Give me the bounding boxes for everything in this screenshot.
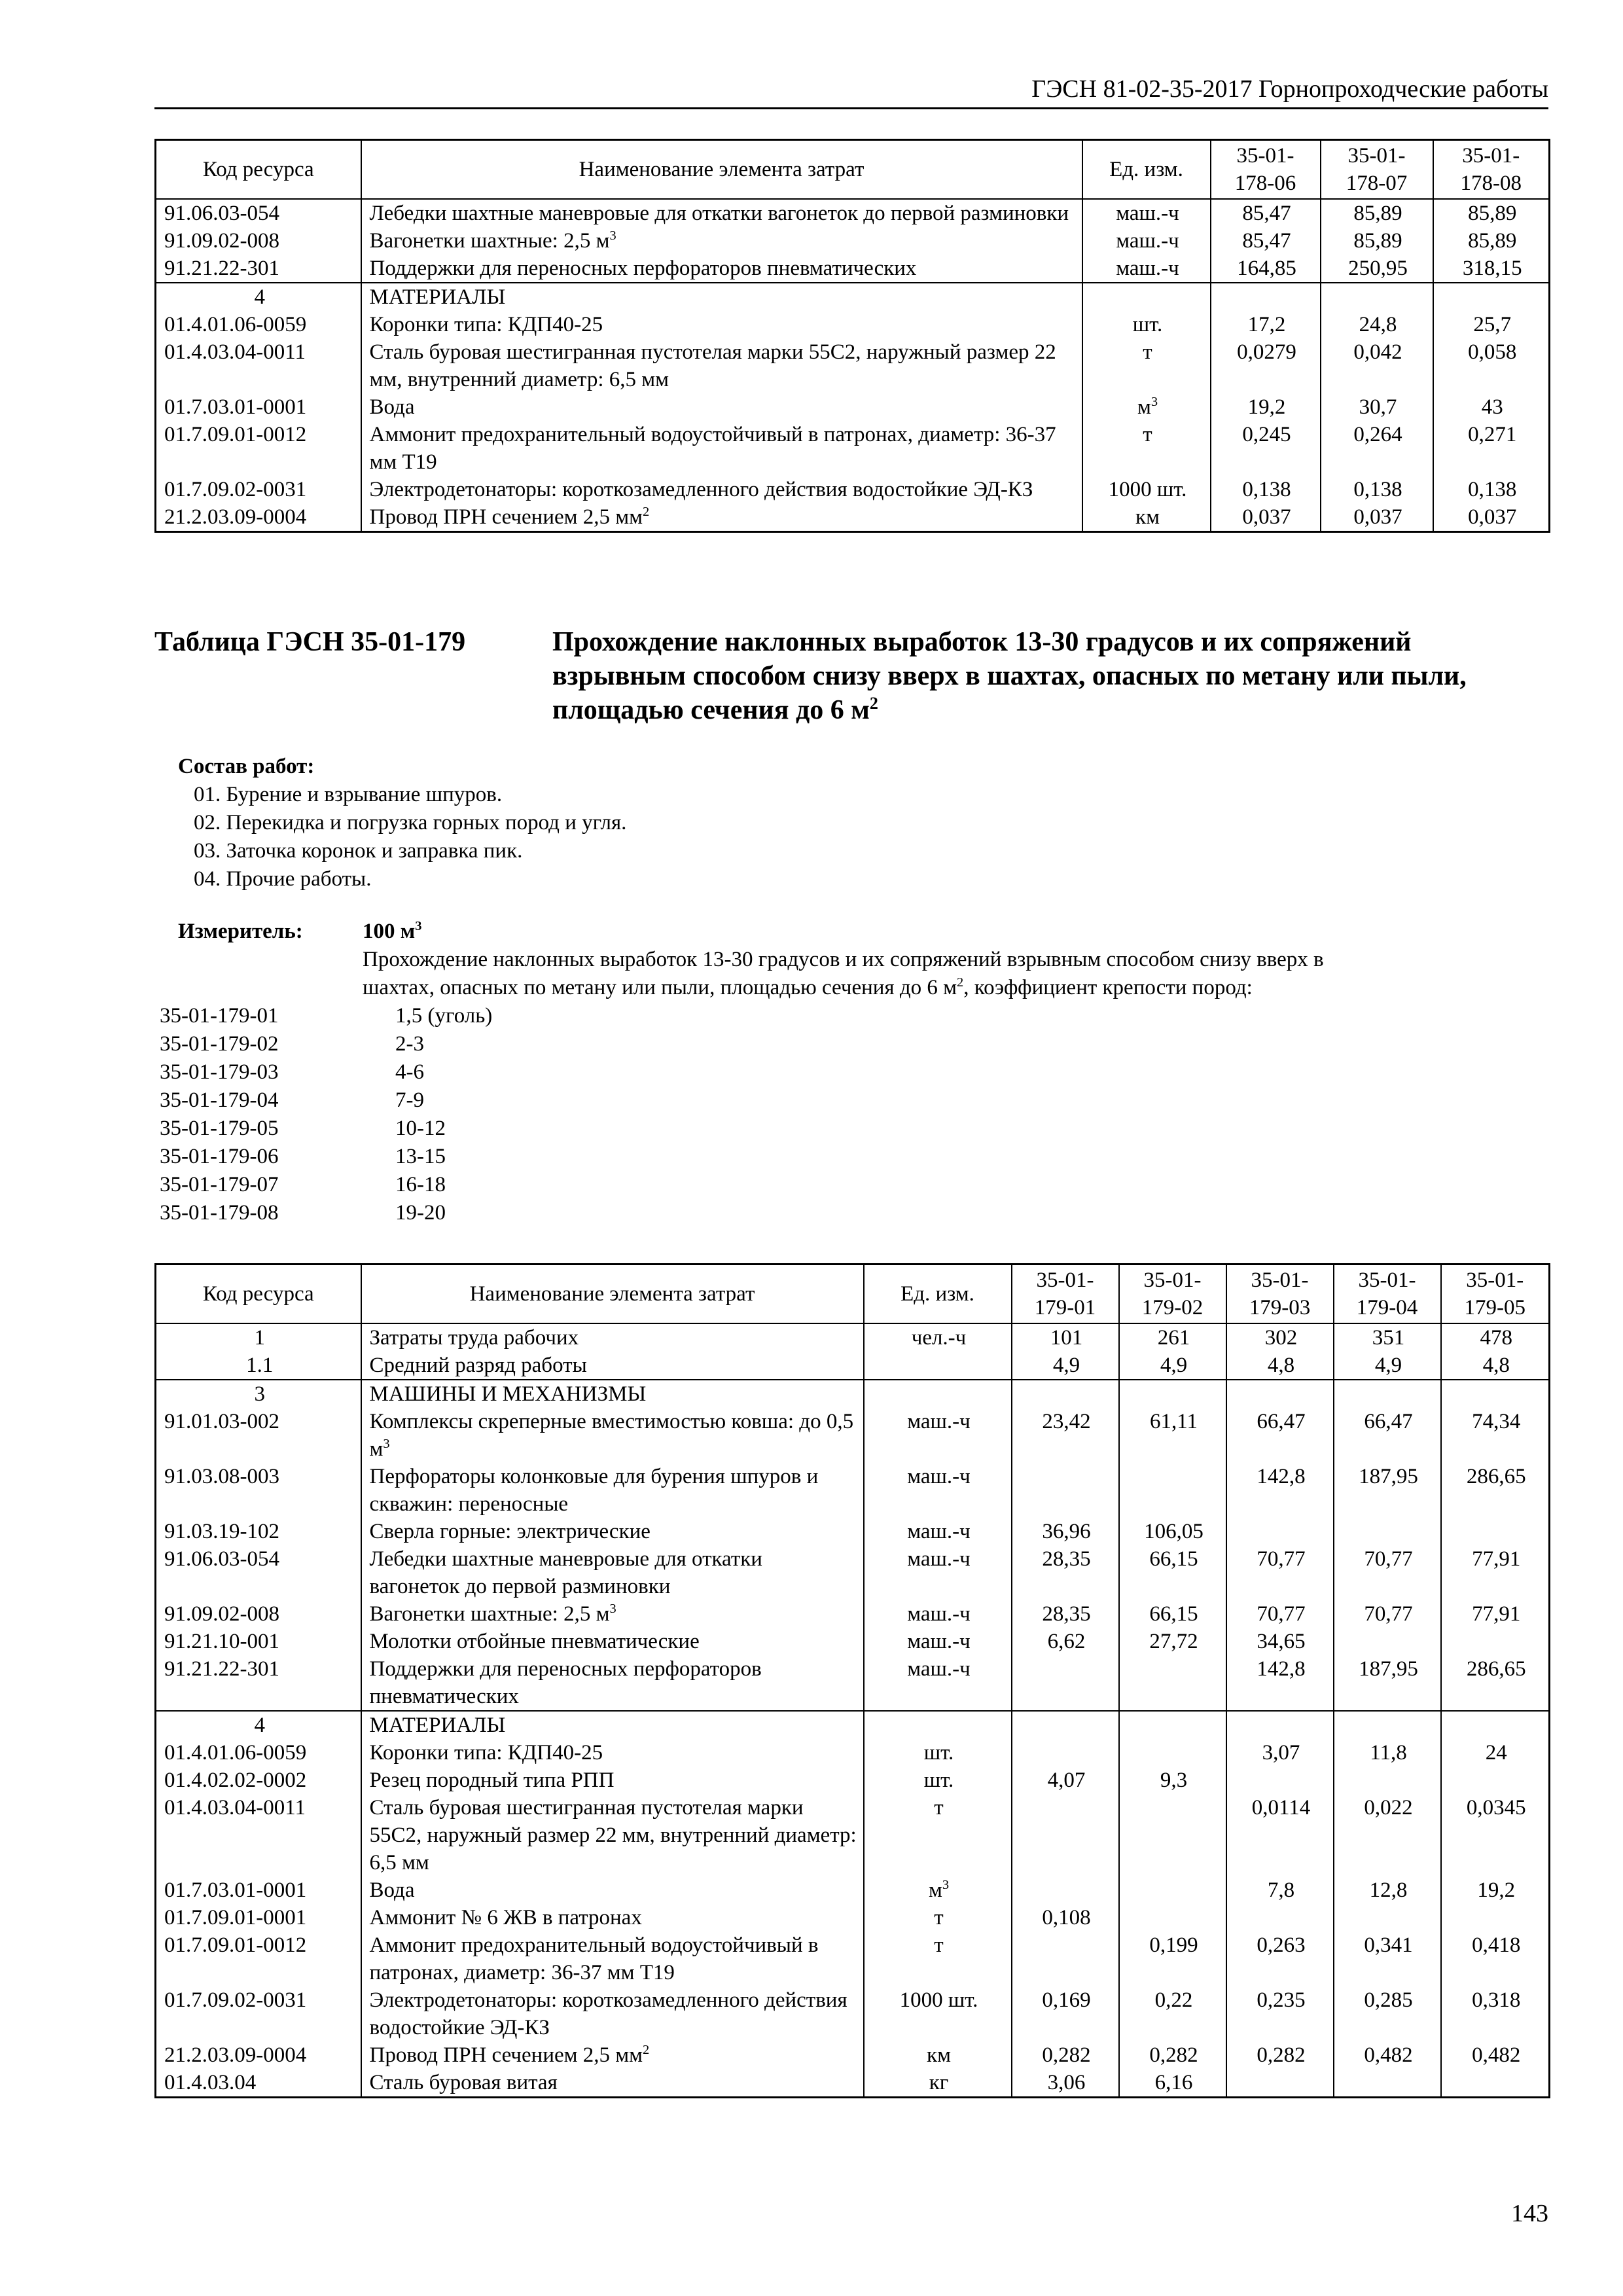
norm-value: 85,89 bbox=[1321, 227, 1433, 255]
column-header-norm: 35-01- 179-05 bbox=[1441, 1265, 1550, 1324]
resource-unit: 1000 шт. bbox=[1082, 476, 1211, 503]
norm-value: 0,058 bbox=[1433, 338, 1550, 393]
resource-code: 01.7.03.01-0001 bbox=[156, 1876, 361, 1904]
column-header-norm: 35-01- 178-06 bbox=[1211, 140, 1321, 200]
norm-value: 0,0345 bbox=[1441, 1794, 1550, 1876]
norm-value: 12,8 bbox=[1334, 1876, 1441, 1904]
resource-unit: маш.-ч bbox=[864, 1463, 1012, 1518]
norm-value: 11,8 bbox=[1334, 1739, 1441, 1767]
norm-value: 142,8 bbox=[1226, 1463, 1334, 1518]
norm-value bbox=[1226, 1711, 1334, 1739]
norm-value: 0,037 bbox=[1211, 503, 1321, 532]
norm-value: 0,482 bbox=[1334, 2041, 1441, 2069]
norm-value: 66,15 bbox=[1119, 1600, 1226, 1628]
table-row bbox=[156, 1794, 1550, 1876]
resource-name: Электродетонаторы: короткозамедленного действия водостойкие ЭД-КЗ bbox=[361, 1986, 864, 2041]
norm-value: 85,47 bbox=[1211, 199, 1321, 227]
table-row bbox=[156, 1352, 1550, 1380]
norm-value: 187,95 bbox=[1334, 1655, 1441, 1711]
table-row bbox=[156, 1767, 1550, 1794]
meter-block bbox=[178, 918, 1526, 999]
table-row bbox=[156, 1931, 1550, 1986]
table-row bbox=[156, 1628, 1550, 1655]
resource-name: Провод ПРН сечением 2,5 $мм^2$ bbox=[361, 2041, 864, 2069]
norm-value: 61,11 bbox=[1119, 1408, 1226, 1463]
resource-code: 01.7.09.02-0031 bbox=[156, 476, 361, 503]
norm-value: 85,89 bbox=[1321, 199, 1433, 227]
norm-range: 10-12 bbox=[395, 1117, 446, 1140]
resource-code: 01.4.03.04-0011 bbox=[156, 338, 361, 393]
norm-value: 0,235 bbox=[1226, 1986, 1334, 2041]
resource-code: 91.01.03-002 bbox=[156, 1408, 361, 1463]
section-row-materials bbox=[156, 283, 1550, 311]
norm-value: 77,91 bbox=[1441, 1545, 1550, 1600]
norm-value: 0,199 bbox=[1119, 1931, 1226, 1986]
column-header-norm: 35-01- 178-07 bbox=[1321, 140, 1433, 200]
norm-code: 35-01-179-03 bbox=[160, 1060, 279, 1084]
norm-value bbox=[1119, 1876, 1226, 1904]
norm-value bbox=[1441, 1518, 1550, 1545]
norm-value: 4,8 bbox=[1441, 1352, 1550, 1380]
norm-value: 0,037 bbox=[1321, 503, 1433, 532]
norm-value: 0,282 bbox=[1119, 2041, 1226, 2069]
norm-value: 23,42 bbox=[1012, 1408, 1119, 1463]
norm-value bbox=[1226, 1380, 1334, 1408]
resource-unit: чел.-ч bbox=[864, 1323, 1012, 1352]
column-header-name: Наименование элемента затрат bbox=[361, 1265, 864, 1324]
norm-value: 0,263 bbox=[1226, 1931, 1334, 1986]
resource-name: Вода bbox=[361, 393, 1082, 421]
norm-value: 0,264 bbox=[1321, 421, 1433, 476]
norm-value: 7,8 bbox=[1226, 1876, 1334, 1904]
norm-value: 34,65 bbox=[1226, 1628, 1334, 1655]
norm-code: 35-01-179-04 bbox=[160, 1088, 279, 1112]
resource-unit: маш.-ч bbox=[864, 1628, 1012, 1655]
resource-name: Аммонит предохранительный водоустойчивый в патронах, диаметр: 36-37 мм Т19 bbox=[361, 1931, 864, 1986]
norm-value: 0,0114 bbox=[1226, 1794, 1334, 1876]
norm-value bbox=[1012, 1739, 1119, 1767]
table-row bbox=[156, 1323, 1550, 1352]
resource-name: Вагонетки шахтные: 2,5 $м^3$ bbox=[361, 1600, 864, 1628]
norm-value: 24 bbox=[1441, 1739, 1550, 1767]
meter-label: Измеритель: bbox=[178, 920, 303, 943]
resource-code: 1 bbox=[156, 1323, 361, 1352]
norm-value: 0,0279 bbox=[1211, 338, 1321, 393]
norm-value: 19,2 bbox=[1211, 393, 1321, 421]
resource-unit: $м^3$ bbox=[1082, 393, 1211, 421]
norm-value: 4,07 bbox=[1012, 1767, 1119, 1794]
norm-code: 35-01-179-07 bbox=[160, 1173, 279, 1196]
norm-value: 101 bbox=[1012, 1323, 1119, 1352]
norm-value: 17,2 bbox=[1211, 311, 1321, 338]
meter-value: 100 $м^3$ bbox=[363, 919, 422, 943]
norm-value: 27,72 bbox=[1119, 1628, 1226, 1655]
norm-code: 35-01-179-06 bbox=[160, 1145, 279, 1168]
resource-name: Сталь буровая шестигранная пустотелая марки 55С2, наружный размер 22 мм, внутренний диаметр: 6,5 мм bbox=[361, 338, 1082, 393]
norm-range: 13-15 bbox=[395, 1145, 446, 1168]
table-row bbox=[156, 199, 1550, 227]
norm-value bbox=[1119, 1711, 1226, 1739]
norm-value bbox=[1334, 1518, 1441, 1545]
norm-range: 19-20 bbox=[395, 1201, 446, 1225]
section-title: МАШИНЫ И МЕХАНИЗМЫ bbox=[361, 1380, 864, 1408]
resource-unit: 1000 шт. bbox=[864, 1986, 1012, 2041]
table-row bbox=[156, 255, 1550, 283]
resource-unit: т bbox=[864, 1794, 1012, 1876]
resource-name: Коронки типа: КДП40-25 bbox=[361, 311, 1082, 338]
norm-value: 28,35 bbox=[1012, 1545, 1119, 1600]
section-row-materials bbox=[156, 1711, 1550, 1739]
resource-unit: шт. bbox=[864, 1739, 1012, 1767]
norm-value: 261 bbox=[1119, 1323, 1226, 1352]
resource-name: Электродетонаторы: короткозамедленного действия водостойкие ЭД-КЗ bbox=[361, 476, 1082, 503]
resource-name: Поддержки для переносных перфораторов пневматических bbox=[361, 255, 1082, 283]
norm-range: 4-6 bbox=[395, 1060, 424, 1084]
table-row bbox=[156, 1876, 1550, 1904]
resource-name: Лебедки шахтные маневровые для откатки вагонеток до первой разминовки bbox=[361, 199, 1082, 227]
resource-code: 01.7.09.01-0012 bbox=[156, 421, 361, 476]
resource-name: Аммонит № 6 ЖВ в патронах bbox=[361, 1904, 864, 1931]
norm-value: 70,77 bbox=[1226, 1600, 1334, 1628]
resource-code: 01.4.01.06-0059 bbox=[156, 311, 361, 338]
list-item: 01. Бурение и взрывание шпуров. bbox=[194, 783, 503, 806]
norm-value: 77,91 bbox=[1441, 1600, 1550, 1628]
norm-value bbox=[1119, 1794, 1226, 1876]
norm-value: 351 bbox=[1334, 1323, 1441, 1352]
norm-value: 66,15 bbox=[1119, 1545, 1226, 1600]
resource-code: 01.7.09.01-0001 bbox=[156, 1904, 361, 1931]
table-row bbox=[156, 2041, 1550, 2069]
norm-value: 19,2 bbox=[1441, 1876, 1550, 1904]
section-title: МАТЕРИАЛЫ bbox=[361, 1711, 864, 1739]
resource-name: Сталь буровая витая bbox=[361, 2069, 864, 2098]
norm-value: 0,418 bbox=[1441, 1931, 1550, 1986]
norm-value: 164,85 bbox=[1211, 255, 1321, 283]
table-row bbox=[156, 1739, 1550, 1767]
norm-value: 66,47 bbox=[1226, 1408, 1334, 1463]
column-header-norm: 35-01- 179-01 bbox=[1012, 1265, 1119, 1324]
norm-value bbox=[1119, 1655, 1226, 1711]
document-title: ГЭСН 81-02-35-2017 Горнопроходческие работы bbox=[1031, 75, 1548, 103]
resource-unit: маш.-ч bbox=[1082, 255, 1211, 283]
resource-unit: маш.-ч bbox=[1082, 227, 1211, 255]
resource-code: 91.21.22-301 bbox=[156, 255, 361, 283]
resource-unit: кг bbox=[864, 2069, 1012, 2098]
norm-value: 85,89 bbox=[1433, 199, 1550, 227]
norm-value bbox=[1012, 1876, 1119, 1904]
norm-value bbox=[1012, 1711, 1119, 1739]
norm-code: 35-01-179-01 bbox=[160, 1004, 279, 1028]
column-header-norm: 35-01- 178-08 bbox=[1433, 140, 1550, 200]
norm-code: 35-01-179-05 bbox=[160, 1117, 279, 1140]
norm-value: 0,282 bbox=[1012, 2041, 1119, 2069]
resource-unit: т bbox=[1082, 421, 1211, 476]
table-row bbox=[156, 393, 1550, 421]
norm-value: 106,05 bbox=[1119, 1518, 1226, 1545]
resource-code: 01.4.01.06-0059 bbox=[156, 1739, 361, 1767]
work-composition-list bbox=[178, 781, 1225, 893]
page-number: 143 bbox=[1511, 2200, 1548, 2227]
norm-value: 0,138 bbox=[1433, 476, 1550, 503]
norm-value: 0,22 bbox=[1119, 1986, 1226, 2041]
norm-value bbox=[1119, 1904, 1226, 1931]
column-header-norm: 35-01- 179-04 bbox=[1334, 1265, 1441, 1324]
norm-value bbox=[1334, 2069, 1441, 2098]
norm-value bbox=[1334, 1711, 1441, 1739]
norm-value bbox=[1441, 1904, 1550, 1931]
table-row bbox=[156, 227, 1550, 255]
norm-value: 4,8 bbox=[1226, 1352, 1334, 1380]
table-row bbox=[156, 476, 1550, 503]
list-item: 04. Прочие работы. bbox=[194, 867, 372, 891]
resource-code: 1.1 bbox=[156, 1352, 361, 1380]
resource-name: Вода bbox=[361, 1876, 864, 1904]
list-item: 03. Заточка коронок и заправка пик. bbox=[194, 839, 523, 863]
norm-value: 0,022 bbox=[1334, 1794, 1441, 1876]
resource-unit bbox=[864, 1352, 1012, 1380]
resource-unit: маш.-ч bbox=[864, 1545, 1012, 1600]
norm-value bbox=[1441, 2069, 1550, 2098]
norm-value bbox=[1119, 1739, 1226, 1767]
resource-name: Средний разряд работы bbox=[361, 1352, 864, 1380]
resource-code: 91.21.22-301 bbox=[156, 1655, 361, 1711]
norm-value: 478 bbox=[1441, 1323, 1550, 1352]
resource-name: Перфораторы колонковые для бурения шпуров и скважин: переносные bbox=[361, 1463, 864, 1518]
norm-value: 6,62 bbox=[1012, 1628, 1119, 1655]
norm-value: 0,169 bbox=[1012, 1986, 1119, 2041]
norm-value: 4,9 bbox=[1012, 1352, 1119, 1380]
norm-list bbox=[160, 1002, 814, 1231]
column-header-norm: 35-01- 179-02 bbox=[1119, 1265, 1226, 1324]
norm-value bbox=[1334, 1628, 1441, 1655]
norm-value bbox=[1012, 1655, 1119, 1711]
norm-value bbox=[1226, 1767, 1334, 1794]
resource-unit: км bbox=[1082, 503, 1211, 532]
resource-code: 91.03.08-003 bbox=[156, 1463, 361, 1518]
resource-table-179 bbox=[154, 1263, 1550, 2098]
norm-value: 302 bbox=[1226, 1323, 1334, 1352]
norm-range: 2-3 bbox=[395, 1032, 424, 1056]
norm-value: 36,96 bbox=[1012, 1518, 1119, 1545]
norm-value bbox=[1012, 1380, 1119, 1408]
resource-unit: т bbox=[1082, 338, 1211, 393]
norm-value bbox=[1334, 1904, 1441, 1931]
norm-value: 250,95 bbox=[1321, 255, 1433, 283]
resource-code: 91.06.03-054 bbox=[156, 199, 361, 227]
norm-value: 25,7 bbox=[1433, 311, 1550, 338]
resource-code: 21.2.03.09-0004 bbox=[156, 503, 361, 532]
resource-code: 91.03.19-102 bbox=[156, 1518, 361, 1545]
column-header-name: Наименование элемента затрат bbox=[361, 140, 1082, 200]
resource-code: 01.4.03.04 bbox=[156, 2069, 361, 2098]
norm-value bbox=[1334, 1767, 1441, 1794]
norm-value: 318,15 bbox=[1433, 255, 1550, 283]
resource-name: Молотки отбойные пневматические bbox=[361, 1628, 864, 1655]
norm-value: 24,8 bbox=[1321, 311, 1433, 338]
norm-value: 4,9 bbox=[1119, 1352, 1226, 1380]
norm-value: 70,77 bbox=[1334, 1545, 1441, 1600]
resource-unit bbox=[864, 1711, 1012, 1739]
column-header-unit: Ед. изм. bbox=[1082, 140, 1211, 200]
meter-description: шахтах, опасных по метану или пыли, площадью сечения до 6 $м^2$, коэффициент крепости пород: bbox=[363, 975, 1253, 999]
table-row bbox=[156, 503, 1550, 532]
resource-code: 91.06.03-054 bbox=[156, 1545, 361, 1600]
resource-name: Резец породный типа РПП bbox=[361, 1767, 864, 1794]
table-description: Прохождение наклонных выработок 13-30 градусов и их сопряжений взрывным способом снизу вверх в шахтах, опасных по метану или пыли, площадью сечения до 6 $м^2$ bbox=[552, 627, 1467, 725]
resource-name: Лебедки шахтные маневровые для откатки вагонеток до первой разминовки bbox=[361, 1545, 864, 1600]
resource-name: Затраты труда рабочих bbox=[361, 1323, 864, 1352]
norm-value: 0,282 bbox=[1226, 2041, 1334, 2069]
resource-code: 01.7.09.02-0031 bbox=[156, 1986, 361, 2041]
norm-value: 4,9 bbox=[1334, 1352, 1441, 1380]
resource-code: 01.4.03.04-0011 bbox=[156, 1794, 361, 1876]
resource-code: 01.4.02.02-0002 bbox=[156, 1767, 361, 1794]
work-composition bbox=[178, 753, 1225, 893]
table-row bbox=[156, 311, 1550, 338]
norm-value: 142,8 bbox=[1226, 1655, 1334, 1711]
column-header-norm: 35-01- 179-03 bbox=[1226, 1265, 1334, 1324]
table-header-row bbox=[156, 1265, 1550, 1324]
resource-unit: маш.-ч bbox=[864, 1600, 1012, 1628]
resource-unit: т bbox=[864, 1904, 1012, 1931]
norm-value bbox=[1012, 1931, 1119, 1986]
norm-value bbox=[1334, 1380, 1441, 1408]
norm-value bbox=[1226, 1904, 1334, 1931]
table-label: Таблица ГЭСН 35-01-179 bbox=[154, 627, 466, 657]
resource-unit: маш.-ч bbox=[864, 1408, 1012, 1463]
resource-name: Коронки типа: КДП40-25 bbox=[361, 1739, 864, 1767]
resource-code: 21.2.03.09-0004 bbox=[156, 2041, 361, 2069]
section-code: 3 bbox=[156, 1380, 361, 1408]
table-row bbox=[156, 1545, 1550, 1600]
table-row bbox=[156, 1655, 1550, 1711]
table-row bbox=[156, 2069, 1550, 2098]
norm-code: 35-01-179-08 bbox=[160, 1201, 279, 1225]
resource-name: Провод ПРН сечением 2,5 $мм^2$ bbox=[361, 503, 1082, 532]
column-header-code: Код ресурса bbox=[156, 140, 361, 200]
norm-value: 0,271 bbox=[1433, 421, 1550, 476]
norm-value: 0,042 bbox=[1321, 338, 1433, 393]
page-header bbox=[154, 73, 1548, 109]
column-header-code: Код ресурса bbox=[156, 1265, 361, 1324]
norm-value: 286,65 bbox=[1441, 1655, 1550, 1711]
resource-unit: шт. bbox=[864, 1767, 1012, 1794]
list-item: 02. Перекидка и погрузка горных пород и угля. bbox=[194, 811, 627, 834]
norm-value: 0,138 bbox=[1321, 476, 1433, 503]
norm-range: 1,5 (уголь) bbox=[395, 1004, 493, 1028]
norm-value: 187,95 bbox=[1334, 1463, 1441, 1518]
norm-value: 85,89 bbox=[1433, 227, 1550, 255]
table-row bbox=[156, 1600, 1550, 1628]
norm-value bbox=[1012, 1794, 1119, 1876]
norm-value: 0,341 bbox=[1334, 1931, 1441, 1986]
norm-value bbox=[1226, 1518, 1334, 1545]
norm-value: 0,482 bbox=[1441, 2041, 1550, 2069]
section-row-machines bbox=[156, 1380, 1550, 1408]
norm-value: 6,16 bbox=[1119, 2069, 1226, 2098]
table-row bbox=[156, 421, 1550, 476]
resource-name: Аммонит предохранительный водоустойчивый в патронах, диаметр: 36-37 мм Т19 bbox=[361, 421, 1082, 476]
resource-unit bbox=[864, 1380, 1012, 1408]
norm-value bbox=[1226, 2069, 1334, 2098]
norm-value: 286,65 bbox=[1441, 1463, 1550, 1518]
norm-value bbox=[1012, 1463, 1119, 1518]
resource-unit: т bbox=[864, 1931, 1012, 1986]
section-title: МАТЕРИАЛЫ bbox=[361, 283, 1082, 311]
section-code: 4 bbox=[156, 283, 361, 311]
resource-name: Вагонетки шахтные: 2,5 $м^3$ bbox=[361, 227, 1082, 255]
norm-code: 35-01-179-02 bbox=[160, 1032, 279, 1056]
resource-unit: маш.-ч bbox=[864, 1655, 1012, 1711]
resource-unit: маш.-ч bbox=[1082, 199, 1211, 227]
norm-value: 43 bbox=[1433, 393, 1550, 421]
norm-value bbox=[1441, 1628, 1550, 1655]
resource-code: 01.7.03.01-0001 bbox=[156, 393, 361, 421]
norm-value bbox=[1441, 1711, 1550, 1739]
work-composition-heading: Состав работ: bbox=[178, 755, 315, 778]
norm-range: 7-9 bbox=[395, 1088, 424, 1112]
norm-value: 0,138 bbox=[1211, 476, 1321, 503]
norm-value: 3,07 bbox=[1226, 1739, 1334, 1767]
table-row bbox=[156, 1904, 1550, 1931]
section-code: 4 bbox=[156, 1711, 361, 1739]
resource-code: 91.21.10-001 bbox=[156, 1628, 361, 1655]
norm-value: 0,318 bbox=[1441, 1986, 1550, 2041]
norm-range: 16-18 bbox=[395, 1173, 446, 1196]
resource-unit: шт. bbox=[1082, 311, 1211, 338]
resource-name: Сверла горные: электрические bbox=[361, 1518, 864, 1545]
table-header-row bbox=[156, 140, 1550, 200]
column-header-unit: Ед. изм. bbox=[864, 1265, 1012, 1324]
norm-value: 30,7 bbox=[1321, 393, 1433, 421]
norm-value bbox=[1119, 1463, 1226, 1518]
norm-value: 0,245 bbox=[1211, 421, 1321, 476]
norm-value: 74,34 bbox=[1441, 1408, 1550, 1463]
norm-value bbox=[1441, 1380, 1550, 1408]
table-row bbox=[156, 1408, 1550, 1463]
resource-code: 01.7.09.01-0012 bbox=[156, 1931, 361, 1986]
table-row bbox=[156, 338, 1550, 393]
norm-value: 70,77 bbox=[1226, 1545, 1334, 1600]
table-row bbox=[156, 1986, 1550, 2041]
norm-value: 0,285 bbox=[1334, 1986, 1441, 2041]
meter-description: Прохождение наклонных выработок 13-30 градусов и их сопряжений взрывным способом снизу вверх в bbox=[363, 948, 1324, 971]
resource-code: 91.09.02-008 bbox=[156, 227, 361, 255]
norm-value: 66,47 bbox=[1334, 1408, 1441, 1463]
resource-table-178 bbox=[154, 139, 1550, 533]
resource-name: Поддержки для переносных перфораторов пневматических bbox=[361, 1655, 864, 1711]
norm-value: 0,037 bbox=[1433, 503, 1550, 532]
norm-value bbox=[1119, 1380, 1226, 1408]
norm-value bbox=[1441, 1767, 1550, 1794]
norm-value: 0,108 bbox=[1012, 1904, 1119, 1931]
table-row bbox=[156, 1463, 1550, 1518]
resource-unit: км bbox=[864, 2041, 1012, 2069]
table-title-block bbox=[154, 625, 1548, 736]
norm-value: 3,06 bbox=[1012, 2069, 1119, 2098]
table-row bbox=[156, 1518, 1550, 1545]
norm-value: 70,77 bbox=[1334, 1600, 1441, 1628]
norm-value: 9,3 bbox=[1119, 1767, 1226, 1794]
norm-value: 28,35 bbox=[1012, 1600, 1119, 1628]
resource-unit: маш.-ч bbox=[864, 1518, 1012, 1545]
resource-name: Сталь буровая шестигранная пустотелая марки 55С2, наружный размер 22 мм, внутренний диаметр: 6,5 мм bbox=[361, 1794, 864, 1876]
norm-value: 85,47 bbox=[1211, 227, 1321, 255]
resource-name: Комплексы скреперные вместимостью ковша: до 0,5 $м^3$ bbox=[361, 1408, 864, 1463]
resource-code: 91.09.02-008 bbox=[156, 1600, 361, 1628]
resource-unit: $м^3$ bbox=[864, 1876, 1012, 1904]
